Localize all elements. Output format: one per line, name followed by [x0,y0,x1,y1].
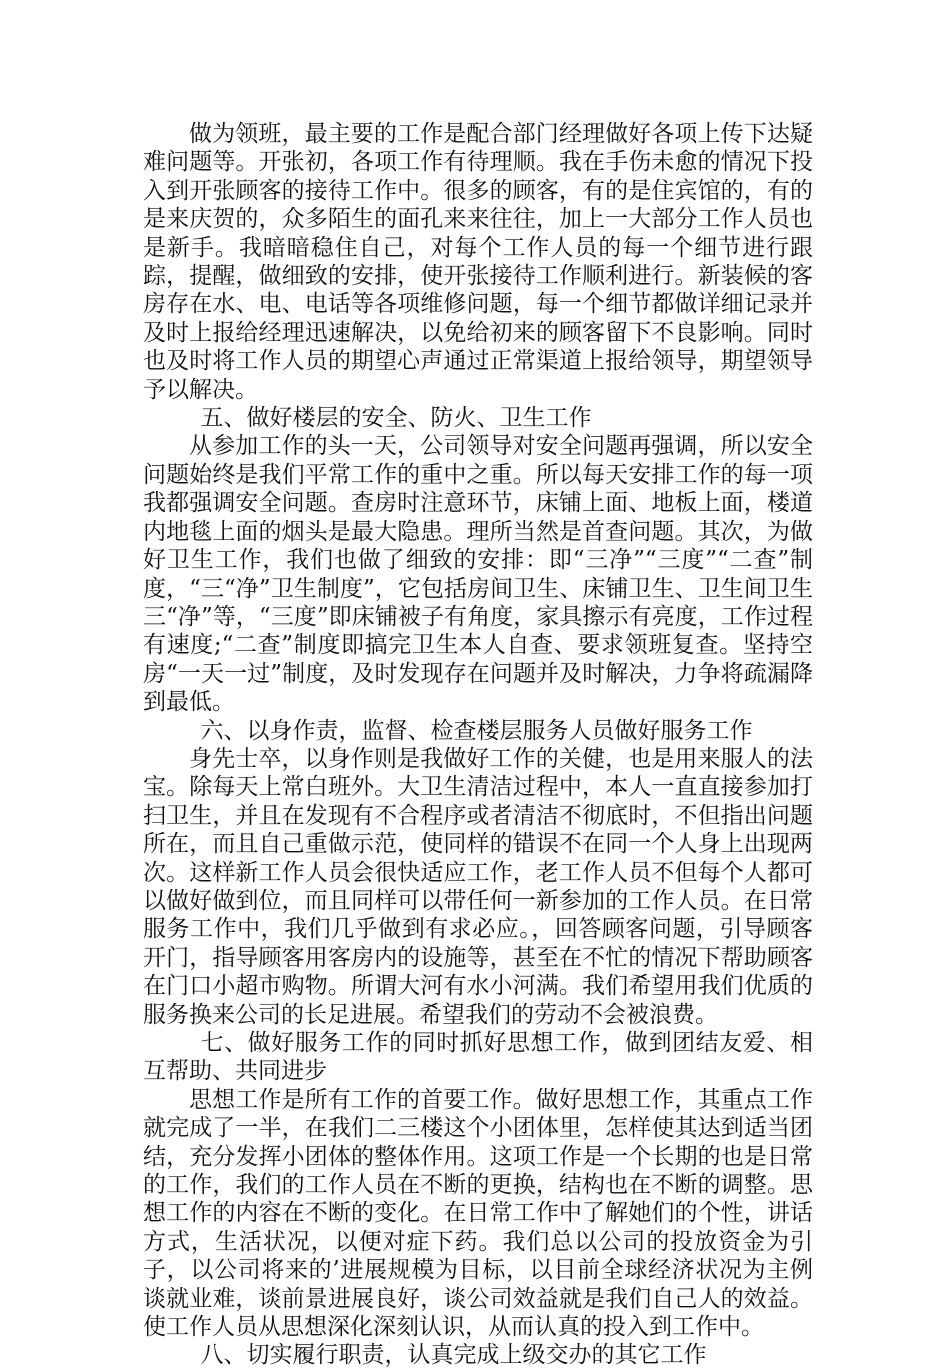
section-heading-6: 六、以身作责，监督、检查楼层服务人员做好服务工作 [200,717,753,744]
section-heading-5: 五、做好楼层的安全、防火、卫生工作 [200,405,592,432]
body-paragraph: 思想工作是所有工作的首要工作。做好思想工作，其重点工作就完成了一半，在我们二三楼这个小团体里，怎样使其达到适当团结，充分发挥小团体的整体作用。这项工作是一个长期的也是日常的工作，我们的工作人员在不断的更换，结构也在不断的调整。思想工作的内容在不断的变化。在日常工作中了解她们的个性，讲话方式，生活状况，以便对症下药。我们总以公司的投放资金为引子，以公司将来的’进展规模为目标，以目前全球经济状况为主例谈就业难，谈前景进展良好，谈公司效益就是我们自己人的效益。使工作人员从思想深化深刻认识，从而认真的投入到工作中。 [143,1086,813,1341]
body-paragraph: 从参加工作的头一天，公司领导对安全问题再强调，所以安全问题始终是我们平常工作的重中之重。所以每天安排工作的每一项我都强调安全问题。查房时注意环节，床铺上面、地板上面，楼道内地毯上面的烟头是最大隐患。理所当然是首查问题。其次，为做好卫生工作，我们也做了细致的安排：即“三净”“三度”“二查”制度，“三“净”卫生制度”，它包括房间卫生、床铺卫生、卫生间卫生三“净”等，“三度”即床铺被子有角度，家具擦示有亮度，工作过程有速度;“二查”制度即搞完卫生本人自查、要求领班复查。坚持空房“一天一过”制度，及时发现存在问题并及时解决，力争将疏漏降到最低。 [143,433,813,716]
body-paragraph: 身先士卒，以身作则是我做好工作的关健，也是用来服人的法宝。除每天上常白班外。大卫生清洁过程中，本人一直直接参加打扫卫生，并且在发现有不合程序或者清洁不彻底时，不但指出问题所在，而且自己重做示范，使同样的错误不在同一个人身上出现两次。这样新工作人员会很快适应工作，老工作人员不但每个人都可以做好做到位，而且同样可以带任何一新参加的工作人员。在日常服务工作中，我们几乎做到有求必应。，回答顾客问题，引导顾客开门，指导顾客用客房内的设施等，甚至在不忙的情况下帮助顾客在门口小超市购物。所谓大河有水小河满。我们希望用我们优质的服务换来公司的长足进展。希望我们的劳动不会被浪费。 [143,745,813,1028]
document-body [143,120,813,1370]
section-heading-8: 八、切实履行职责，认真完成上级交办的其它工作 [200,1342,707,1369]
section-heading-7: 七、做好服务工作的同时抓好思想工作，做到团结友爱、相互帮助、共同进步 [143,1030,813,1085]
body-paragraph: 做为领班，最主要的工作是配合部门经理做好各项上传下达疑难问题等。开张初，各项工作有待理顺。我在手伤未愈的情况下投入到开张顾客的接待工作中。很多的顾客，有的是住宾馆的，有的是来庆贺的，众多陌生的面孔来来往往，加上一大部分工作人员也是新手。我暗暗稳住自己，对每个工作人员的每一个细节进行跟踪，提醒，做细致的安排，使开张接待工作顺利进行。新装候的客房存在水、电、电话等各项维修问题，每一个细节都做详细记录并及时上报给经理迅速解决，以免给初来的顾客留下不良影响。同时也及时将工作人员的期望心声通过正常渠道上报给领导，期望领导予以解决。 [143,121,813,403]
